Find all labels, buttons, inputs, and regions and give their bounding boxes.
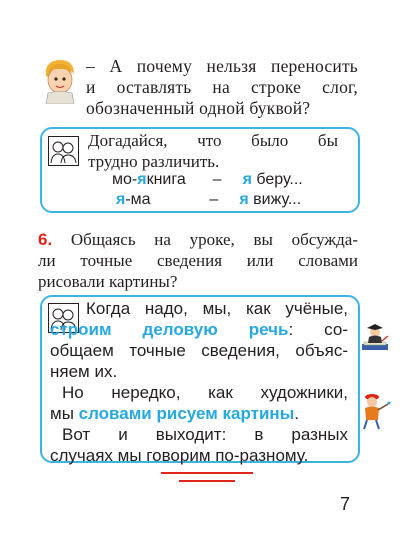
task-line: ли точные сведения или словами [38,251,358,270]
example-dash: – [212,171,222,188]
example-post: беру... [251,171,303,188]
decorative-divider [179,480,235,482]
question-text [86,56,358,119]
page-number: 7 [340,494,351,514]
answer-line [50,403,348,424]
highlight-business-speech: строим деловую речь [50,320,289,339]
answer-line: няем их. [50,362,118,381]
hint-line: трудно различить. [88,152,220,171]
example-dash: – [209,191,219,208]
hint-line: Догадайся, что было бы [88,131,338,150]
answer-line: общаем точные сведения, объяс- [50,341,348,360]
task-line-text: Общаясь на уроке, вы обсужда- [70,230,358,249]
hint-text [88,130,338,172]
answer-line [50,319,348,340]
scientist-illustration [358,320,392,354]
example-syllable-2: я [239,191,249,208]
task-text [38,229,358,292]
example-pre: мо- [112,171,138,188]
decorative-divider [161,472,253,474]
answer-line-rest: : со- [288,320,348,339]
answer-line-post: . [294,404,299,423]
question-line: – А почему нельзя переносить [86,56,358,76]
highlight-paint-pictures: словами рисуем картины [78,404,295,423]
example-mid: книга [146,171,186,188]
hint-faces-icon [48,136,79,166]
task-line [38,229,358,250]
example-syllable: я [137,171,147,188]
task-number: 6. [38,230,53,249]
example-row [112,190,301,210]
answer-text [50,298,348,466]
answer-line-pre: мы [50,404,79,423]
boy-illustration [40,56,80,104]
question-line: обозначенный одной буквой? [86,98,311,118]
answer-line: Вот и выходит: в разных [62,425,348,444]
example-post: вижу... [248,191,302,208]
example-mid: -ма [125,191,151,208]
task-line: рисовали картины? [38,272,178,291]
answer-line: случаях мы говорим по-разному. [50,446,309,465]
example-syllable: я [116,191,126,208]
artist-illustration [356,390,392,430]
answer-line: Но нередко, как художники, [62,383,348,402]
question-line: и оставлять на строке слог, [86,77,358,97]
example-row [112,170,303,190]
answer-line: Когда надо, мы, как учёные, [86,299,348,318]
example-syllable-2: я [242,171,252,188]
